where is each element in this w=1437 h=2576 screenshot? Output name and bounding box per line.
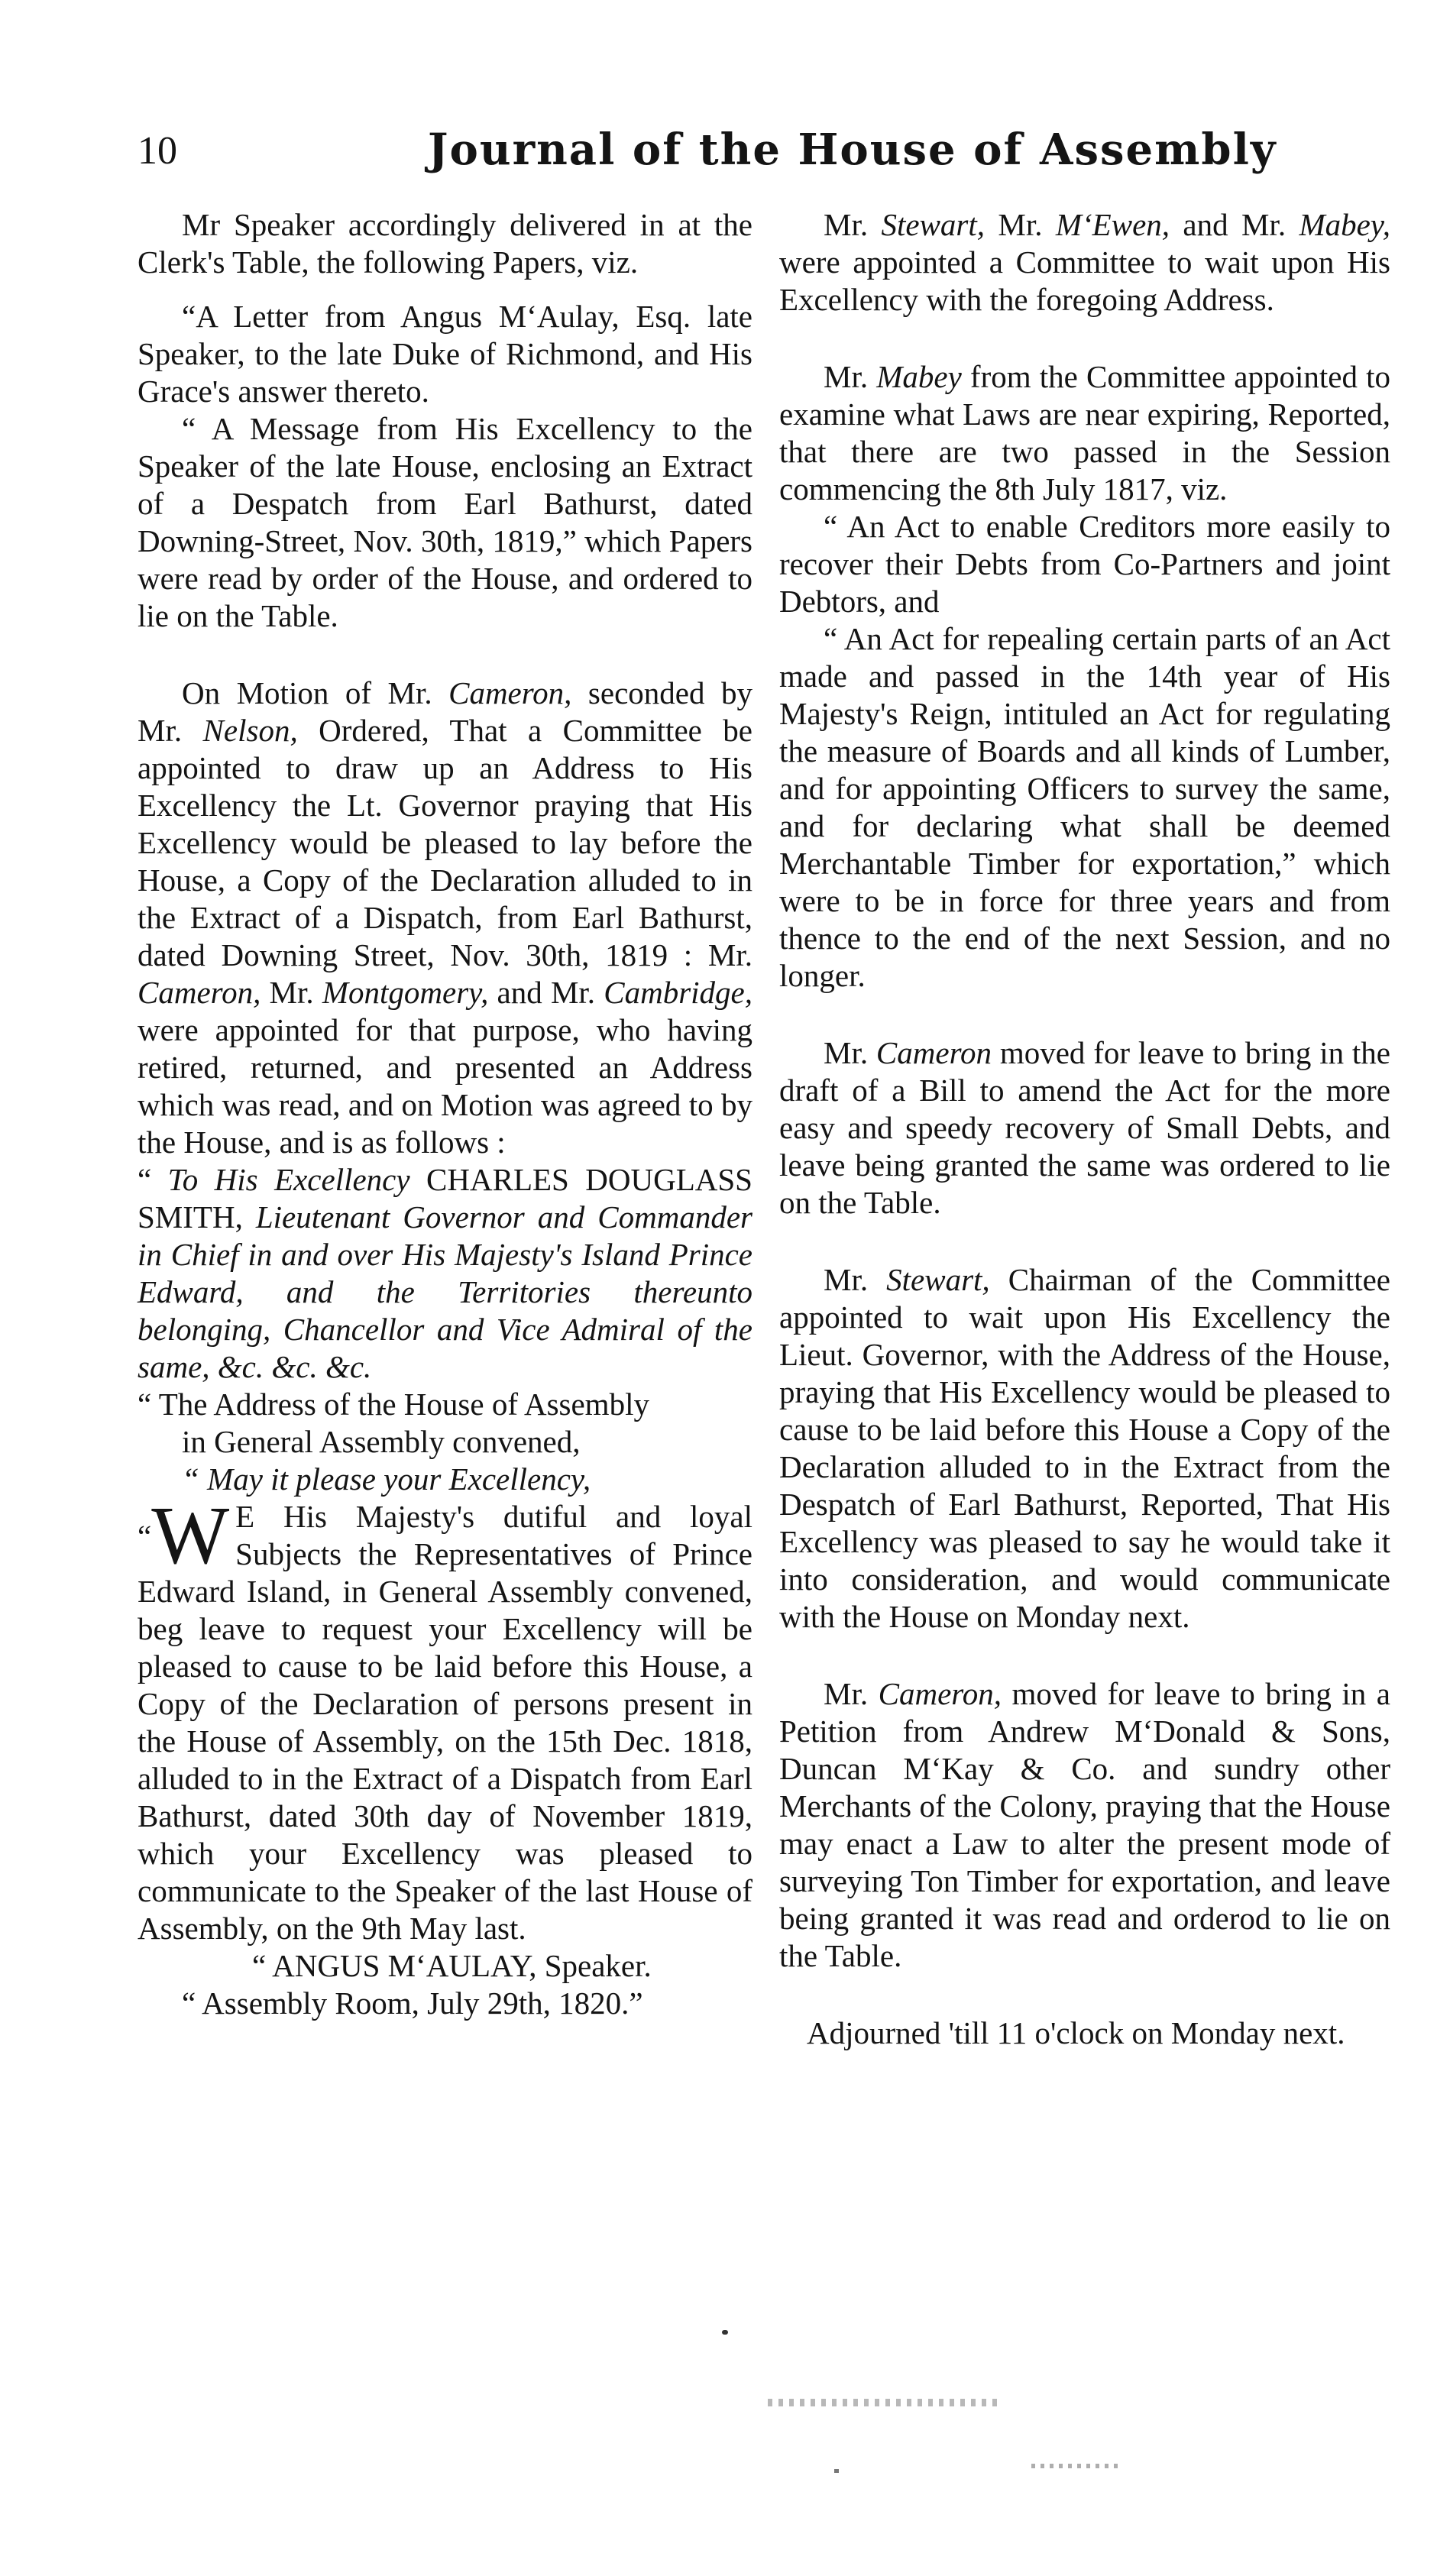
text-fragment: On Motion of Mr. (182, 675, 449, 710)
text-fragment: moved for leave to bring in the draft of a Bill to amend the Act for the more easy and speedy recovery of Small Debts, and leave being granted the same was ordered to lie on the Table. (779, 1035, 1390, 1220)
member-name: Cameron, (138, 975, 261, 1010)
paragraph-timber-petition (779, 1675, 1390, 1975)
text-fragment: Mr. (824, 1676, 879, 1711)
running-head: Journal of the House of Assembly (428, 125, 1277, 175)
paragraph-letter: “A Letter from Angus M‘Aulay, Esq. late Speaker, to the late Duke of Richmond, and His Grace's answer thereto. (138, 299, 752, 409)
text-fragment: from the Committee appointed to examine what Laws are near expiring, Reported, that there are two passed in the Session commencing the 8th July 1817, viz. (779, 359, 1390, 506)
member-name: M‘Ewen, (1055, 207, 1170, 242)
address-governor-titles: Lieutenant Governor and Commander in Chief in and over His Majesty's Island Prince Edward, and the Territories thereunto belonging, Chancellor and Vice Admiral of the same, &c. &c. &c. (138, 1199, 752, 1384)
address-from-line-1: “ The Address of the House of Assembly (138, 1387, 649, 1422)
text-fragment: Mr. (985, 207, 1056, 242)
text-fragment: Mr. (824, 207, 882, 242)
address-signature: “ ANGUS M‘AULAY, Speaker. (252, 1948, 652, 1983)
member-name: Montgomery, (322, 975, 489, 1010)
paragraph-act-creditors: “ An Act to enable Creditors more easily to recover their Debts from Co-Partners and joint Debtors, and (779, 509, 1390, 619)
paragraph-papers-delivered: Mr Speaker accordingly delivered in at the Clerk's Table, the following Papers, viz. (138, 207, 752, 280)
address-body-text: E His Majesty's dutiful and loyal Subjects the Representatives of Prince Edward Island, in General Assembly convened, beg leave to request your Excellency will be pleased to cause to be laid before this House, a Copy of the Declaration of persons present in the House of Assembly, on the 15th Dec. 1818, alluded to in the Extract of a Dispatch from Earl Bathurst, dated 30th day of November 1819, which your Excellency was pleased to communicate to the Speaker of the last House of Assembly, on the 9th May last. (138, 1499, 752, 1946)
text-fragment: Mr. (824, 1035, 876, 1070)
paragraph-motion-committee (138, 675, 752, 1161)
text-fragment: moved for leave to bring in a Petition from Andrew M‘Donald & Sons, Duncan M‘Kay & Co. and sundry other Merchants of the Colony, praying that the House may enact a Law to alter the present mode of surveying Ton Timber for exportation, and leave being granted it was read and orderod to lie on the Table. (779, 1676, 1390, 1973)
left-column (138, 206, 752, 2022)
right-column (779, 206, 1390, 2052)
member-name: Nelson, (202, 713, 298, 748)
text-fragment: Mr. (824, 359, 877, 394)
paragraph-adjourned: Adjourned 'till 11 o'clock on Monday next. (807, 2015, 1345, 2050)
address-salutation: “ May it please your Excellency, (182, 1461, 591, 1497)
address-to: To His Excellency (167, 1162, 410, 1197)
paragraph-committee-report (779, 1261, 1390, 1636)
print-speck-decoration (834, 2469, 839, 2473)
address-place-date: “ Assembly Room, July 29th, 1820.” (182, 1985, 643, 2021)
text-fragment: were appointed a Committee to wait upon His Excellency with the foregoing Address. (779, 244, 1390, 317)
text-fragment: and Mr. (488, 975, 604, 1010)
member-name: Mabey (876, 359, 962, 394)
text-fragment: Chairman of the Committee appointed to wait upon His Excellency the Lieut. Governor, with the Address of the House, praying that His Excellency would be pleased to cause to be laid before this House a Copy of the Declaration alluded to in the Extract from the Despatch of Earl Bathurst, Reported, That His Excellency was pleased to say he would take it into consideration, and would communicate with the House on Monday next. (779, 1262, 1390, 1634)
page-number: 10 (138, 129, 177, 173)
paragraph-message: “ A Message from His Excellency to the Speaker of the late House, enclosing an Extract of a Despatch from Earl Bathurst, dated Downing-Street, Nov. 30th, 1819,” which Papers were read by order of the House, and ordered to lie on the Table. (138, 411, 752, 633)
drop-cap (138, 1490, 230, 1581)
member-name: Mabey, (1299, 207, 1390, 242)
text-fragment: were appointed for that purpose, who having retired, returned, and presented an Address which was read, and on Motion was agreed to by the House, and is as follows : (138, 1012, 752, 1160)
drop-cap-letter: W (151, 1490, 230, 1581)
address-governor-name: CHARLES DOUGLASS SMITH, (138, 1162, 752, 1235)
text-fragment: Ordered, That a Committee be appointed to draw up an Address to His Excellency the Lt. Governor praying that His Excellency would be pleased to lay before the House, a Copy of the Declaration alluded to in the Extract of a Dispatch, from Earl Bathurst, dated Downing Street, Nov. 30th, 1819 : Mr. (138, 713, 752, 972)
member-name: Cameron (875, 1035, 992, 1070)
print-speck-decoration (722, 2330, 728, 2335)
paragraph-committee-appointed (779, 206, 1390, 319)
address-block (138, 1161, 752, 2022)
text-fragment: and Mr. (1170, 207, 1299, 242)
paragraph-laws-expiring (779, 358, 1390, 508)
address-body (138, 1490, 752, 1947)
member-name: Stewart, (886, 1262, 990, 1297)
print-speck-decoration (1031, 2464, 1123, 2468)
member-name: Cameron, (878, 1676, 1002, 1711)
member-name: Cameron, (448, 675, 572, 710)
address-from-line-2: in General Assembly convened, (182, 1424, 581, 1459)
print-speck-decoration (768, 2399, 997, 2406)
quote-mark: “ (138, 1162, 168, 1197)
member-name: Cambridge, (604, 975, 752, 1010)
text-fragment: Mr. (824, 1262, 887, 1297)
paragraph-small-debts-bill (779, 1034, 1390, 1222)
paragraph-act-lumber: “ An Act for repealing certain parts of an Act made and passed in the 14th year of His Majesty's Reign, intituled an Act for regulating the measure of Boards and all kinds of Lumber, and for appointing Officers to survey the same, and for declaring what shall be deemed Merchantable Timber for exportation,” which were to be in force for three years and from thence to the end of the next Session, and no longer. (779, 621, 1390, 993)
text-fragment: seconded by Mr. (138, 675, 752, 748)
drop-cap-quote: “ (138, 1519, 152, 1554)
text-fragment: Mr. (261, 975, 322, 1010)
address-recipient (138, 1161, 752, 1386)
member-name: Stewart, (881, 207, 986, 242)
